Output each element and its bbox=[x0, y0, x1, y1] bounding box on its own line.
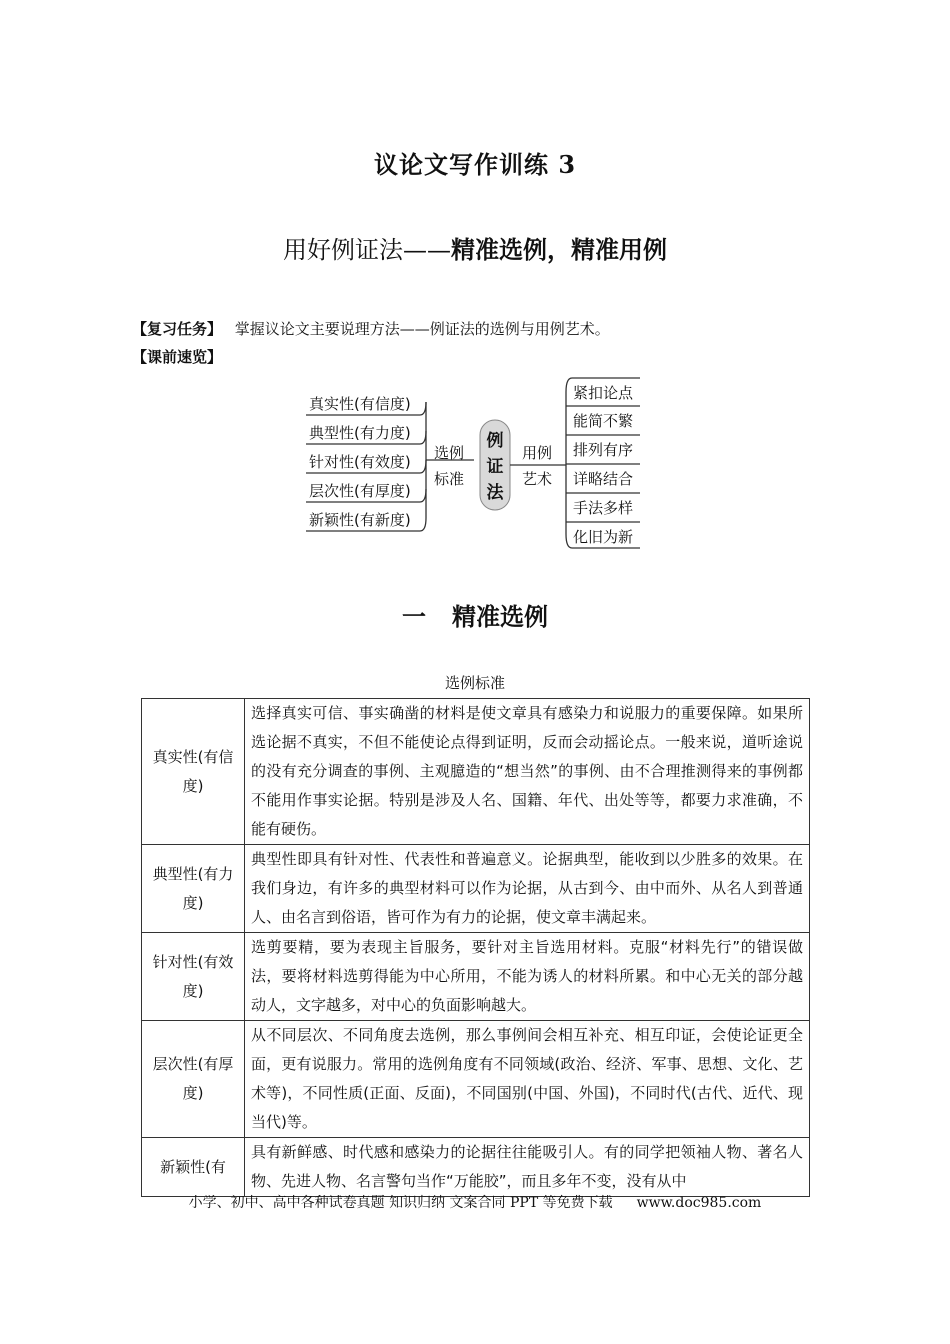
mindmap-right-item: 详略结合 bbox=[573, 470, 634, 488]
document-title: 议论文写作训练 3 bbox=[373, 150, 577, 179]
example-method-mindmap bbox=[0, 0, 950, 560]
mindmap-center-char: 法 bbox=[486, 483, 504, 503]
mindmap-left-item: 典型性(有力度) bbox=[309, 424, 411, 442]
mindmap-left-item: 新颖性(有新度) bbox=[309, 511, 411, 529]
review-task-label: 【复习任务】 bbox=[132, 320, 223, 338]
mindmap-right-item: 排列有序 bbox=[573, 441, 634, 459]
mindmap-right-label: 用例 bbox=[522, 444, 553, 462]
table-value-cell: 从不同层次、不同角度去选例，那么事例间会相互补充、相互印证，会使论证更全面，更有说服力。常用的选例角度有不同领域(政治、经济、军事、思想、文化、艺术等)，不同性质(正面、反面)，不同国别(中国、外国)，不同时代(古代、近代、现当代)等。 bbox=[245, 1021, 810, 1138]
table-key-cell: 典型性(有力度) bbox=[142, 845, 245, 933]
mindmap-right-item: 能简不繁 bbox=[573, 412, 634, 430]
subtitle-emphasis: 精准选例，精准用例 bbox=[451, 235, 667, 264]
mindmap-left-item: 真实性(有信度) bbox=[309, 395, 411, 413]
table-key-cell: 新颖性(有 bbox=[142, 1138, 245, 1197]
table-row bbox=[142, 933, 810, 1021]
mindmap-right-item: 手法多样 bbox=[573, 499, 634, 517]
table-key-cell: 层次性(有厚度) bbox=[142, 1021, 245, 1138]
table-value-cell: 选择真实可信、事实确凿的材料是使文章具有感染力和说服力的重要保障。如果所选论据不真实，不但不能使论点得到证明，反而会动摇论点。一般来说，道听途说的没有充分调查的事例、主观臆造的“想当然”的事例、由不合理推测得来的事例都不能用作事实论据。特别是涉及人名、国籍、年代、出处等等，都要力求准确，不能有硬伤。 bbox=[245, 699, 810, 845]
mindmap-right-item: 化旧为新 bbox=[573, 528, 634, 546]
section-title: 精准选例 bbox=[452, 602, 548, 631]
table-value-cell: 典型性即具有针对性、代表性和普遍意义。论据典型，能收到以少胜多的效果。在我们身边，有许多的典型材料可以作为论据，从古到今、由中而外、从名人到普通人、由名言到俗语，皆可作为有力的论据，使文章丰满起来。 bbox=[245, 845, 810, 933]
table-value-cell: 选剪要精，要为表现主旨服务，要针对主旨选用材料。克服“材料先行”的错误做法，要将材料选剪得能为中心所用，不能为诱人的材料所累。和中心无关的部分越动人，文字越多，对中心的负面影响越大。 bbox=[245, 933, 810, 1021]
subtitle-prefix: 用好例证法—— bbox=[283, 236, 451, 264]
page-footer bbox=[0, 1192, 950, 1212]
mindmap-center-char: 例 bbox=[486, 431, 504, 451]
mindmap-left-item: 针对性(有效度) bbox=[309, 453, 411, 471]
table-value-cell: 具有新鲜感、时代感和感染力的论据往往能吸引人。有的同学把领袖人物、著名人物、先进人物、名言警句当作“万能胶”，而且多年不变，没有从中 bbox=[245, 1138, 810, 1197]
mindmap-left-label: 标准 bbox=[434, 470, 465, 488]
table-key-cell: 真实性(有信度) bbox=[142, 699, 245, 845]
footer-url[interactable]: www.doc985.com bbox=[636, 1195, 762, 1211]
mindmap-center-char: 证 bbox=[486, 457, 504, 477]
section-number: 一 bbox=[402, 602, 426, 631]
table-key-cell: 针对性(有效度) bbox=[142, 933, 245, 1021]
table-row bbox=[142, 1021, 810, 1138]
mindmap-right-group bbox=[510, 378, 640, 548]
table-caption: 选例标准 bbox=[444, 674, 505, 692]
mindmap-left-item: 层次性(有厚度) bbox=[309, 482, 411, 500]
table-row bbox=[142, 1138, 810, 1197]
review-task-text: 掌握议论文主要说理方法——例证法的选例与用例艺术。 bbox=[234, 320, 610, 338]
table-row bbox=[142, 699, 810, 845]
footer-text: 小学、初中、高中各种试卷真题 知识归纳 文案合同 PPT 等免费下载 bbox=[188, 1195, 613, 1211]
mindmap-right-item: 紧扣论点 bbox=[573, 384, 634, 402]
mindmap-right-label: 艺术 bbox=[522, 470, 553, 488]
mindmap-left-label: 选例 bbox=[434, 444, 465, 462]
section-heading bbox=[0, 597, 950, 632]
selection-standards-table bbox=[141, 698, 810, 1197]
table-row bbox=[142, 845, 810, 933]
preview-label: 【课前速览】 bbox=[132, 348, 223, 366]
